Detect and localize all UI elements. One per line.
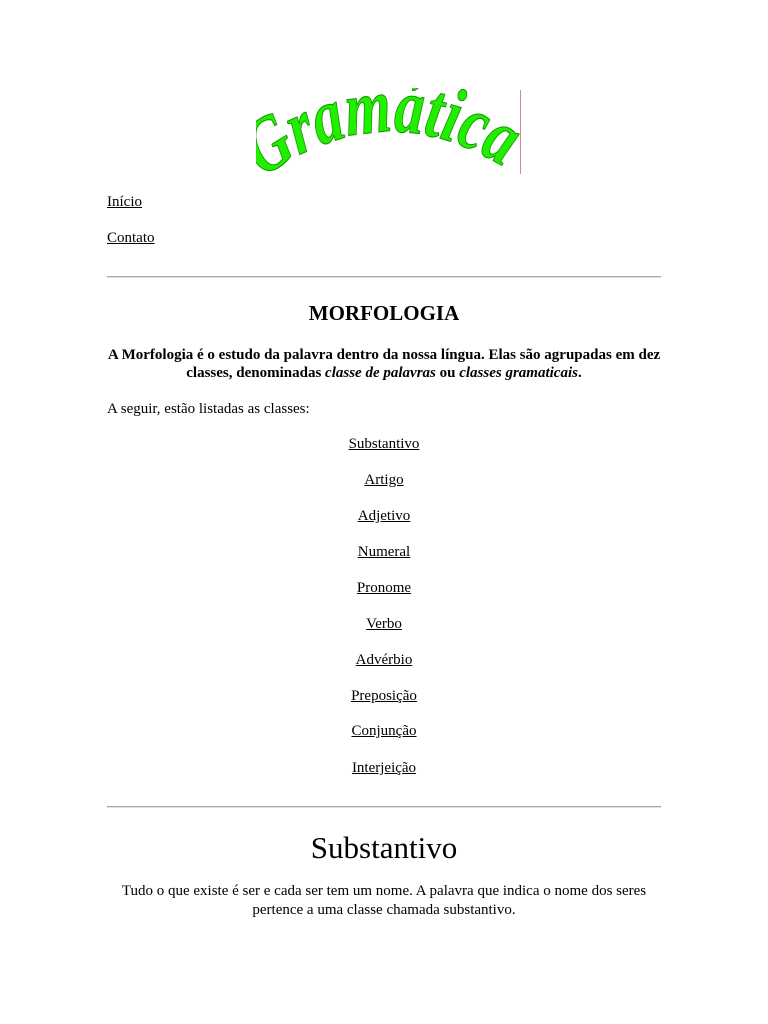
class-link-label[interactable]: Verbo	[366, 616, 402, 632]
class-link-label[interactable]: Conjunção	[351, 723, 417, 739]
morfologia-title: MORFOLOGIA	[308, 301, 460, 325]
nav-link-inicio[interactable]: Início	[107, 194, 142, 210]
intro-emphasis-2: classes gramaticais	[459, 365, 578, 381]
intro-text-2: ou	[435, 365, 460, 381]
substantivo-heading: Substantivo	[310, 830, 458, 865]
class-link-preposicao[interactable]	[107, 687, 661, 705]
nav-link-contato[interactable]: Contato	[107, 230, 155, 246]
class-link-interjeicao[interactable]	[107, 759, 661, 777]
site-logo	[256, 88, 526, 180]
class-link-label[interactable]: Substantivo	[348, 436, 420, 452]
class-link-label[interactable]: Numeral	[357, 544, 411, 560]
substantivo-description: Tudo o que existe é ser e cada ser tem um nome. A palavra que indica o nome dos seres pertence a uma classe chamada substantivo.	[121, 883, 647, 918]
class-link-numeral[interactable]	[107, 543, 661, 561]
class-link-label[interactable]: Interjeição	[351, 760, 417, 776]
class-link-artigo[interactable]	[107, 471, 661, 489]
class-link-pronome[interactable]	[107, 579, 661, 597]
class-link-label[interactable]: Adjetivo	[357, 508, 411, 524]
class-link-substantivo[interactable]	[107, 435, 661, 453]
class-link-label[interactable]: Artigo	[364, 472, 404, 488]
class-link-adverbio[interactable]	[107, 651, 661, 669]
horizontal-rule-bottom	[107, 806, 661, 808]
class-link-label[interactable]: Pronome	[356, 580, 412, 596]
class-link-label[interactable]: Preposição	[351, 688, 417, 704]
class-link-label[interactable]: Advérbio	[355, 652, 413, 668]
logo-wordart	[256, 88, 526, 180]
morfologia-intro	[107, 346, 661, 382]
class-link-verbo[interactable]	[107, 615, 661, 633]
intro-text-1: A Morfologia é o estudo da palavra dentro da nossa língua. Elas são agrupadas em dez classes, denominadas	[107, 347, 661, 381]
intro-text-end: .	[577, 365, 582, 381]
horizontal-rule-top	[107, 276, 661, 278]
classes-lead-text: A seguir, estão listadas as classes:	[107, 401, 310, 417]
svg-text:Gramática: ramátic	[272, 88, 509, 172]
intro-emphasis-1: classe de palavras	[325, 365, 436, 381]
class-link-conjuncao[interactable]	[107, 722, 661, 740]
class-link-adjetivo[interactable]	[107, 507, 661, 525]
logo-divider	[520, 90, 521, 174]
